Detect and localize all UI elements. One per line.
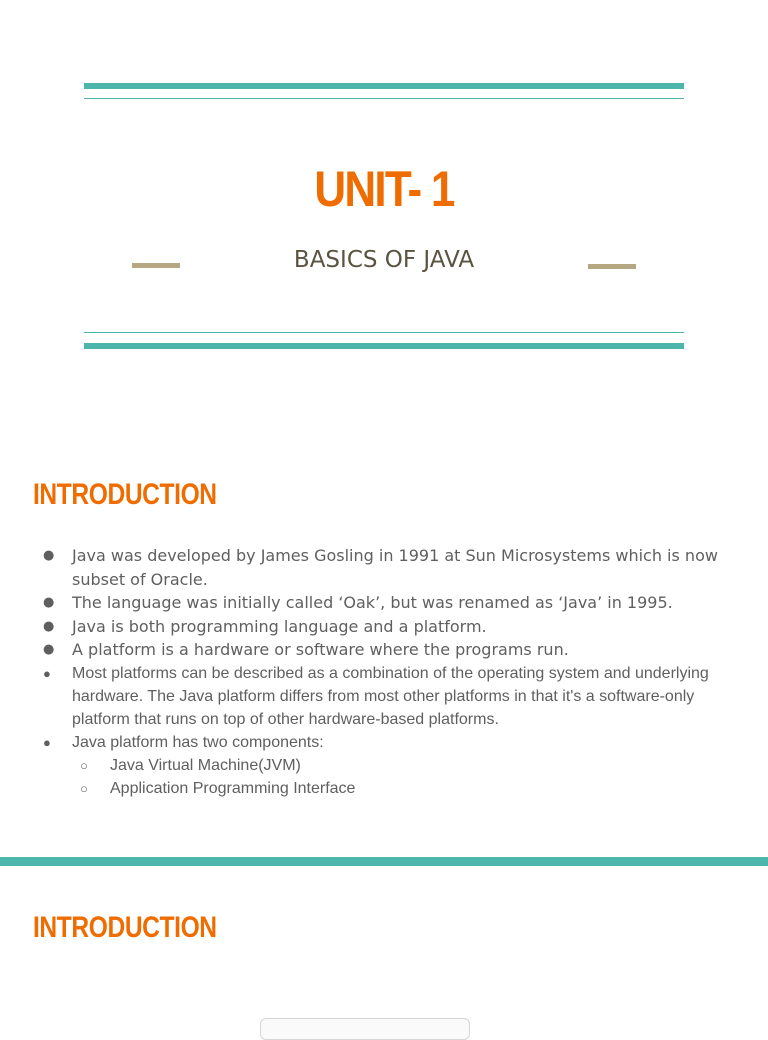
bullet-icon: ● [43,642,55,657]
list-item: ● Java was developed by James Gosling in 1991 at Sun Microsystems which is now subset of Oracle. [43,546,718,589]
bullet-icon: ● [43,548,55,563]
bullet-icon: ● [43,734,51,750]
bullet-icon: ● [43,618,55,634]
bottom-thin-rule [84,332,684,333]
slide-heading: INTRODUCTION [33,478,217,511]
bullet-list [0,544,768,801]
top-thin-rule [84,98,684,99]
bottom-thick-rule [84,343,684,349]
list-item: ● Java platform has two components: [0,731,768,754]
slide-heading: INTRODUCTION [33,911,217,944]
slide-divider [0,857,768,866]
right-dash-ornament [588,264,636,269]
list-item: ● The language was initially called ‘Oak’, but was renamed as ‘Java’ in 1995. [0,591,768,615]
list-item: ● Java is both programming language and a platform. [0,615,768,639]
partial-content-box [260,1018,470,1040]
sub-list-item: ○ Application Programming Interface [0,777,768,801]
circle-bullet-icon: ○ [80,757,88,773]
list-item: ● Most platforms can be described as a combination of the operating system and underlying hardware. The Java platform differs from most other platforms in that it's a software-only platform that runs on top of other hardware-based platforms. [0,662,768,731]
sub-list-item: ○ Java Virtual Machine(JVM) [0,754,768,778]
introduction-slide-2 [0,866,768,1024]
list-item: ● A platform is a hardware or software where the programs run. [0,638,768,662]
title-slide [0,0,768,440]
bullet-icon: ● [43,665,51,681]
bullet-icon: ● [43,595,55,610]
introduction-slide [0,440,768,857]
slide-subtitle: BASICS OF JAVA [293,247,475,273]
circle-bullet-icon: ○ [80,781,88,796]
top-thick-rule [84,83,684,89]
slide-title: UNIT- 1 [314,161,454,217]
